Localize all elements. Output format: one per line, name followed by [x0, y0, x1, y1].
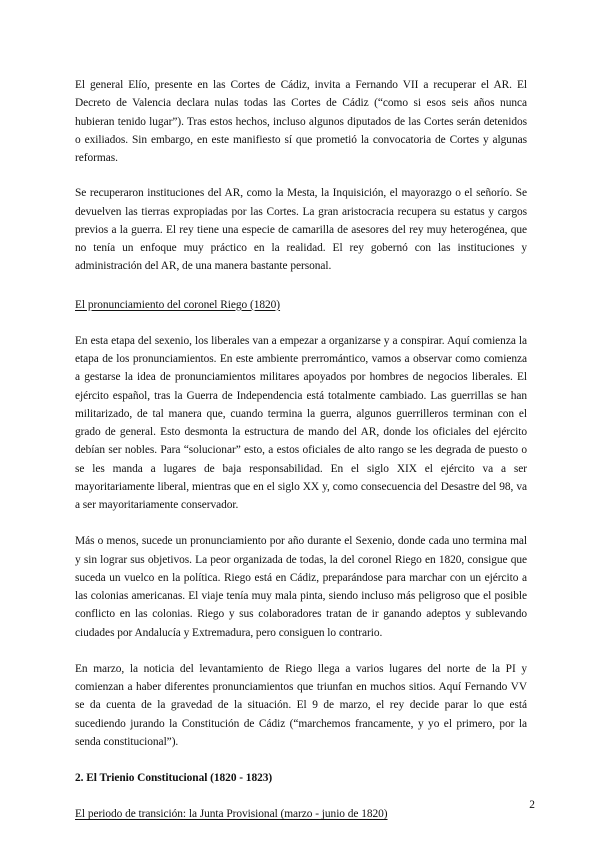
subsection-heading-junta: El periodo de transición: la Junta Provisional (marzo - junio de 1820) [75, 808, 388, 821]
section-heading-trienio: 2. El Trienio Constitucional (1820 - 1823) [75, 772, 273, 784]
page-content [75, 76, 527, 824]
paragraph-marzo: En marzo, la noticia del levantamiento de Riego llega a varios lugares del norte de la PI y comienzan a haber diferentes pronunciamientos que triunfan en muchos sitios. Aquí Fernando VV se da cuenta de la gravedad de la situación. El 9 de marzo, el rey decide parar lo que está sucediendo jurando la Constitución de Cádiz (“marchemos francamente, y yo el primero, por la senda constitucional”). [75, 662, 527, 748]
paragraph-instituciones: Se recuperaron instituciones del AR, como la Mesta, la Inquisición, el mayorazgo o el señorío. Se devuelven las tierras expropiadas por las Cortes. La gran aristocracia recupera su estatus y cargos previos a la guerra. El rey tiene una especie de camarilla de asesores del rey muy heterogénea, que no tenía un enfoque muy práctico en la realidad. El rey gobernó con las instituciones y administración del AR, de una manera bastante personal. [75, 187, 527, 273]
paragraph-elio: El general Elío, presente en las Cortes de Cádiz, invita a Fernando VII a recuperar el AR. El Decreto de Valencia declara nulas todas las Cortes de Cádiz (“como si esos seis años nunca hubieran tenido lugar”). Tras estos hechos, incluso algunos diputados de las Cortes serán detenidos o exiliados. Sin embargo, en este manifiesto sí que prometió la convocatoria de Cortes y algunas reformas. [75, 79, 527, 164]
section-heading-riego: El pronunciamiento del coronel Riego (1820) [75, 298, 281, 311]
paragraph-pronunciamientos: Más o menos, sucede un pronunciamiento por año durante el Sexenio, donde cada uno termina mal y sin lograr sus objetivos. La peor organizada de todas, la del coronel Riego en 1820, consigue que suceda un vuelco en la política. Riego está en Cádiz, preparándose para marchar con un ejército a las colonias americanas. El viaje tenía muy mala pinta, siendo incluso más peligroso que el posible conflicto en las colonias. Riego y sus colaboradores tratan de ir ganando adeptos y sublevando ciudades por Andalucía y Extremadura, pero consiguen lo contrario. [75, 535, 527, 639]
page-number: 2 [529, 799, 535, 811]
paragraph-sexenio: En esta etapa del sexenio, los liberales van a empezar a organizarse y a conspirar. Aquí comienza la etapa de los pronunciamientos. En este ambiente prerromántico, vamos a observar como comienza a gestarse la idea de pronunciamientos militares apoyados por hombres de negocios liberales. El ejército español, tras la Guerra de Independencia está totalmente cambiado. Las guerrillas se han militarizado, de tal manera que, cuando termina la guerra, algunos guerrilleros terminan con el grado de general. Esto desmonta la estructura de mando del AR, donde los oficiales del ejército debían ser nobles. Para “solucionar” esto, a estos oficiales de alto rango se les degrada de puesto o se les manda a lugares de baja responsabilidad. En el siglo XIX el ejército va a ser mayoritariamente liberal, mientras que en el siglo XX y, como consecuencia del Desastre del 98, va a ser mayoritariamente conservador. [75, 334, 527, 511]
